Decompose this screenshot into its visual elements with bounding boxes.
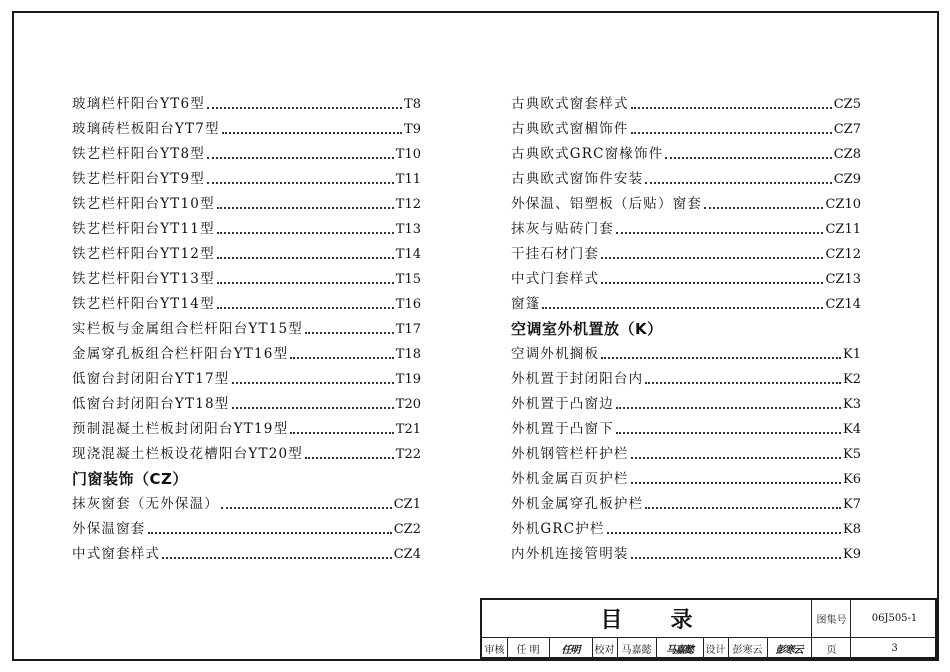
dot-leader xyxy=(616,431,841,434)
dot-leader xyxy=(217,256,394,259)
toc-entry-page: CZ10 xyxy=(825,197,861,212)
dot-leader xyxy=(162,556,392,559)
toc-entry[interactable] xyxy=(511,242,861,267)
toc-entry[interactable] xyxy=(72,342,421,367)
dot-leader xyxy=(645,181,831,184)
dot-leader xyxy=(232,406,394,409)
toc-entry-page: K1 xyxy=(843,347,861,362)
toc-entry-page: K3 xyxy=(843,397,861,412)
toc-entry-label: 铁艺栏杆阳台YT12型 xyxy=(72,246,215,262)
page-title: 目录 xyxy=(600,608,741,633)
toc-entry[interactable] xyxy=(72,267,421,292)
toc-entry-label: 外机钢管栏杆护栏 xyxy=(511,446,629,462)
toc-entry-page: K5 xyxy=(843,447,861,462)
toc-entry-label: 外机置于凸窗下 xyxy=(511,421,614,437)
dot-leader xyxy=(601,281,823,284)
dot-leader xyxy=(616,231,824,234)
toc-entry-page: T12 xyxy=(395,197,421,212)
toc-entry[interactable] xyxy=(511,192,861,217)
toc-entry[interactable] xyxy=(511,517,861,542)
toc-entry-page: T20 xyxy=(395,397,421,412)
reviewer-name: 任 明 xyxy=(516,645,540,656)
toc-entry-label: 低窗台封闭阳台YT18型 xyxy=(72,396,230,412)
dot-leader xyxy=(542,306,823,309)
toc-entry[interactable] xyxy=(511,467,861,492)
toc-entry[interactable] xyxy=(72,142,421,167)
review-label: 审核 xyxy=(484,645,505,656)
checker-name: 马嘉懿 xyxy=(621,645,652,656)
toc-entry-page: T9 xyxy=(404,122,421,137)
dot-leader xyxy=(631,456,841,459)
toc-entry-label: 空调室外机置放（K） xyxy=(511,320,663,338)
toc-section-heading xyxy=(511,317,861,342)
toc-entry-page: CZ2 xyxy=(393,522,421,537)
toc-entry-page: CZ9 xyxy=(833,172,861,187)
toc-entry-label: 金属穿孔板组合栏杆阳台YT16型 xyxy=(72,346,289,362)
toc-entry-page: T11 xyxy=(395,172,421,187)
toc-entry-label: 铁艺栏杆阳台YT10型 xyxy=(72,196,215,212)
toc-entry-label: 中式门套样式 xyxy=(511,271,600,287)
toc-entry-page: CZ12 xyxy=(825,247,861,262)
toc-entry-label: 外机置于封闭阳台内 xyxy=(511,371,644,387)
toc-entry-page: CZ13 xyxy=(825,272,861,287)
toc-entry[interactable] xyxy=(72,192,421,217)
toc-entry[interactable] xyxy=(511,217,861,242)
toc-entry-page: CZ7 xyxy=(833,122,861,137)
toc-entry-label: 古典欧式窗套样式 xyxy=(511,96,629,112)
toc-entry-label: 玻璃栏杆阳台YT6型 xyxy=(72,96,206,112)
dot-leader xyxy=(305,331,394,334)
toc-entry[interactable] xyxy=(511,117,861,142)
toc-entry-label: 古典欧式GRC窗椽饰件 xyxy=(511,146,664,162)
toc-entry-page: T14 xyxy=(395,247,421,262)
toc-entry-label: 铁艺栏杆阳台YT9型 xyxy=(72,171,206,187)
toc-entry-label: 外保温、铝塑板（后贴）窗套 xyxy=(511,196,703,212)
dot-leader xyxy=(217,306,394,309)
dot-leader xyxy=(207,181,394,184)
dot-leader xyxy=(607,531,841,534)
toc-entry-page: K9 xyxy=(843,547,861,562)
dot-leader xyxy=(601,356,841,359)
toc-entry-page: K8 xyxy=(843,522,861,537)
atlas-no-label: 图集号 xyxy=(816,615,847,626)
toc-entry-label: 抹灰窗套（无外保温） xyxy=(72,496,219,512)
toc-entry[interactable] xyxy=(511,492,861,517)
dot-leader xyxy=(207,156,394,159)
dot-leader xyxy=(601,256,823,259)
dot-leader xyxy=(222,131,402,134)
toc-entry-label: 窗篷 xyxy=(511,296,541,312)
toc-entry-label: 铁艺栏杆阳台YT8型 xyxy=(72,146,206,162)
toc-entry-page: CZ1 xyxy=(393,497,421,512)
dot-leader xyxy=(631,106,832,109)
toc-entry-label: 内外机连接管明装 xyxy=(511,546,629,562)
toc-entry-label: 古典欧式窗饰件安装 xyxy=(511,171,644,187)
toc-entry-page: T8 xyxy=(404,97,421,112)
page-number: 3 xyxy=(891,643,898,654)
toc-entry-label: 干挂石材门套 xyxy=(511,246,600,262)
divider xyxy=(850,600,851,659)
toc-entry[interactable] xyxy=(72,292,421,317)
toc-entry-label: 实栏板与金属组合栏杆阳台YT15型 xyxy=(72,321,303,337)
toc-entry-label: 玻璃砖栏板阳台YT7型 xyxy=(72,121,220,137)
toc-entry[interactable] xyxy=(72,242,421,267)
toc-entry-label: 铁艺栏杆阳台YT14型 xyxy=(72,296,215,312)
dot-leader xyxy=(217,206,394,209)
toc-entry[interactable] xyxy=(72,392,421,417)
toc-section-heading xyxy=(72,467,421,492)
dot-leader xyxy=(305,456,394,459)
toc-entry[interactable] xyxy=(511,342,861,367)
toc-entry-label: 古典欧式窗楣饰件 xyxy=(511,121,629,137)
toc-entry-label: 门窗装饰（CZ） xyxy=(72,470,188,488)
toc-entry[interactable] xyxy=(511,367,861,392)
toc-entry-label: 中式窗套样式 xyxy=(72,546,161,562)
dot-leader xyxy=(631,131,832,134)
toc-entry[interactable] xyxy=(72,492,421,517)
dot-leader xyxy=(616,406,841,409)
toc-entry[interactable] xyxy=(511,142,861,167)
dot-leader xyxy=(290,431,393,434)
toc-entry-page: CZ5 xyxy=(833,97,861,112)
toc-entry-page: T21 xyxy=(395,422,421,437)
toc-entry-page: K2 xyxy=(843,372,861,387)
toc-entry-page: T19 xyxy=(395,372,421,387)
toc-entry[interactable] xyxy=(72,542,421,567)
dot-leader xyxy=(631,556,841,559)
toc-entry-label: 空调外机搁板 xyxy=(511,346,600,362)
toc-entry-label: 外保温窗套 xyxy=(72,521,146,537)
toc-entry[interactable] xyxy=(72,417,421,442)
toc-entry[interactable] xyxy=(511,442,861,467)
dot-leader xyxy=(704,206,823,209)
toc-entry-label: 铁艺栏杆阳台YT13型 xyxy=(72,271,215,287)
designer-signature: 彭寒云 xyxy=(775,645,803,656)
toc-entry-label: 铁艺栏杆阳台YT11型 xyxy=(72,221,215,237)
toc-entry-page: CZ4 xyxy=(393,547,421,562)
toc-entry[interactable] xyxy=(72,167,421,192)
toc-entry-page: K4 xyxy=(843,422,861,437)
dot-leader xyxy=(631,481,841,484)
dot-leader xyxy=(217,281,394,284)
toc-entry[interactable] xyxy=(511,267,861,292)
toc-entry-label: 外机金属百页护栏 xyxy=(511,471,629,487)
dot-leader xyxy=(207,106,402,109)
designer-name: 彭寒云 xyxy=(732,645,763,656)
dot-leader xyxy=(217,231,394,234)
toc-entry-page: K6 xyxy=(843,472,861,487)
dot-leader xyxy=(232,381,394,384)
title-block xyxy=(480,598,937,659)
toc-entry-page: T10 xyxy=(395,147,421,162)
toc-entry-page: K7 xyxy=(843,497,861,512)
toc-entry[interactable] xyxy=(72,117,421,142)
toc-entry-page: T22 xyxy=(395,447,421,462)
toc-entry-page: T13 xyxy=(395,222,421,237)
divider xyxy=(935,598,937,659)
toc-entry[interactable] xyxy=(511,167,861,192)
toc-entry[interactable] xyxy=(511,417,861,442)
toc-left-column xyxy=(72,92,421,567)
toc-entry[interactable] xyxy=(511,292,861,317)
toc-entry-page: CZ8 xyxy=(833,147,861,162)
dot-leader xyxy=(645,381,841,384)
toc-entry[interactable] xyxy=(511,542,861,567)
toc-right-column xyxy=(511,92,861,567)
atlas-no: 06J505-1 xyxy=(871,613,918,624)
toc-entry-label: 现浇混凝土栏板设花槽阳台YT20型 xyxy=(72,446,303,462)
toc-entry-label: 外机GRC护栏 xyxy=(511,521,605,537)
dot-leader xyxy=(645,506,841,509)
toc-entry-page: T18 xyxy=(395,347,421,362)
toc-entry[interactable] xyxy=(72,317,421,342)
toc-entry[interactable] xyxy=(72,217,421,242)
toc-entry[interactable] xyxy=(511,92,861,117)
toc-entry-label: 预制混凝土栏板封闭阳台YT19型 xyxy=(72,421,289,437)
dot-leader xyxy=(665,156,831,159)
page-label: 页 xyxy=(826,645,837,656)
toc-entry-label: 外机金属穿孔板护栏 xyxy=(511,496,644,512)
dot-leader xyxy=(290,356,393,359)
dot-leader xyxy=(221,506,392,509)
toc-entry-label: 低窗台封闭阳台YT17型 xyxy=(72,371,230,387)
toc-entry-page: CZ11 xyxy=(825,222,861,237)
toc-entry-label: 抹灰与贴砖门套 xyxy=(511,221,614,237)
toc-entry[interactable] xyxy=(72,92,421,117)
toc-entry-page: CZ14 xyxy=(825,297,861,312)
toc-entry-page: T15 xyxy=(395,272,421,287)
check-label: 校对 xyxy=(594,645,615,656)
toc-entry-page: T16 xyxy=(395,297,421,312)
design-label: 设计 xyxy=(705,645,726,656)
toc-entry-label: 外机置于凸窗边 xyxy=(511,396,614,412)
toc-entry[interactable] xyxy=(511,392,861,417)
checker-signature: 马嘉懿 xyxy=(666,645,693,656)
reviewer-signature: 任明 xyxy=(561,645,580,656)
divider xyxy=(811,600,812,659)
toc-entry-page: T17 xyxy=(395,322,421,337)
toc-entry[interactable] xyxy=(72,517,421,542)
toc-entry[interactable] xyxy=(72,442,421,467)
toc-entry[interactable] xyxy=(72,367,421,392)
dot-leader xyxy=(148,531,392,534)
